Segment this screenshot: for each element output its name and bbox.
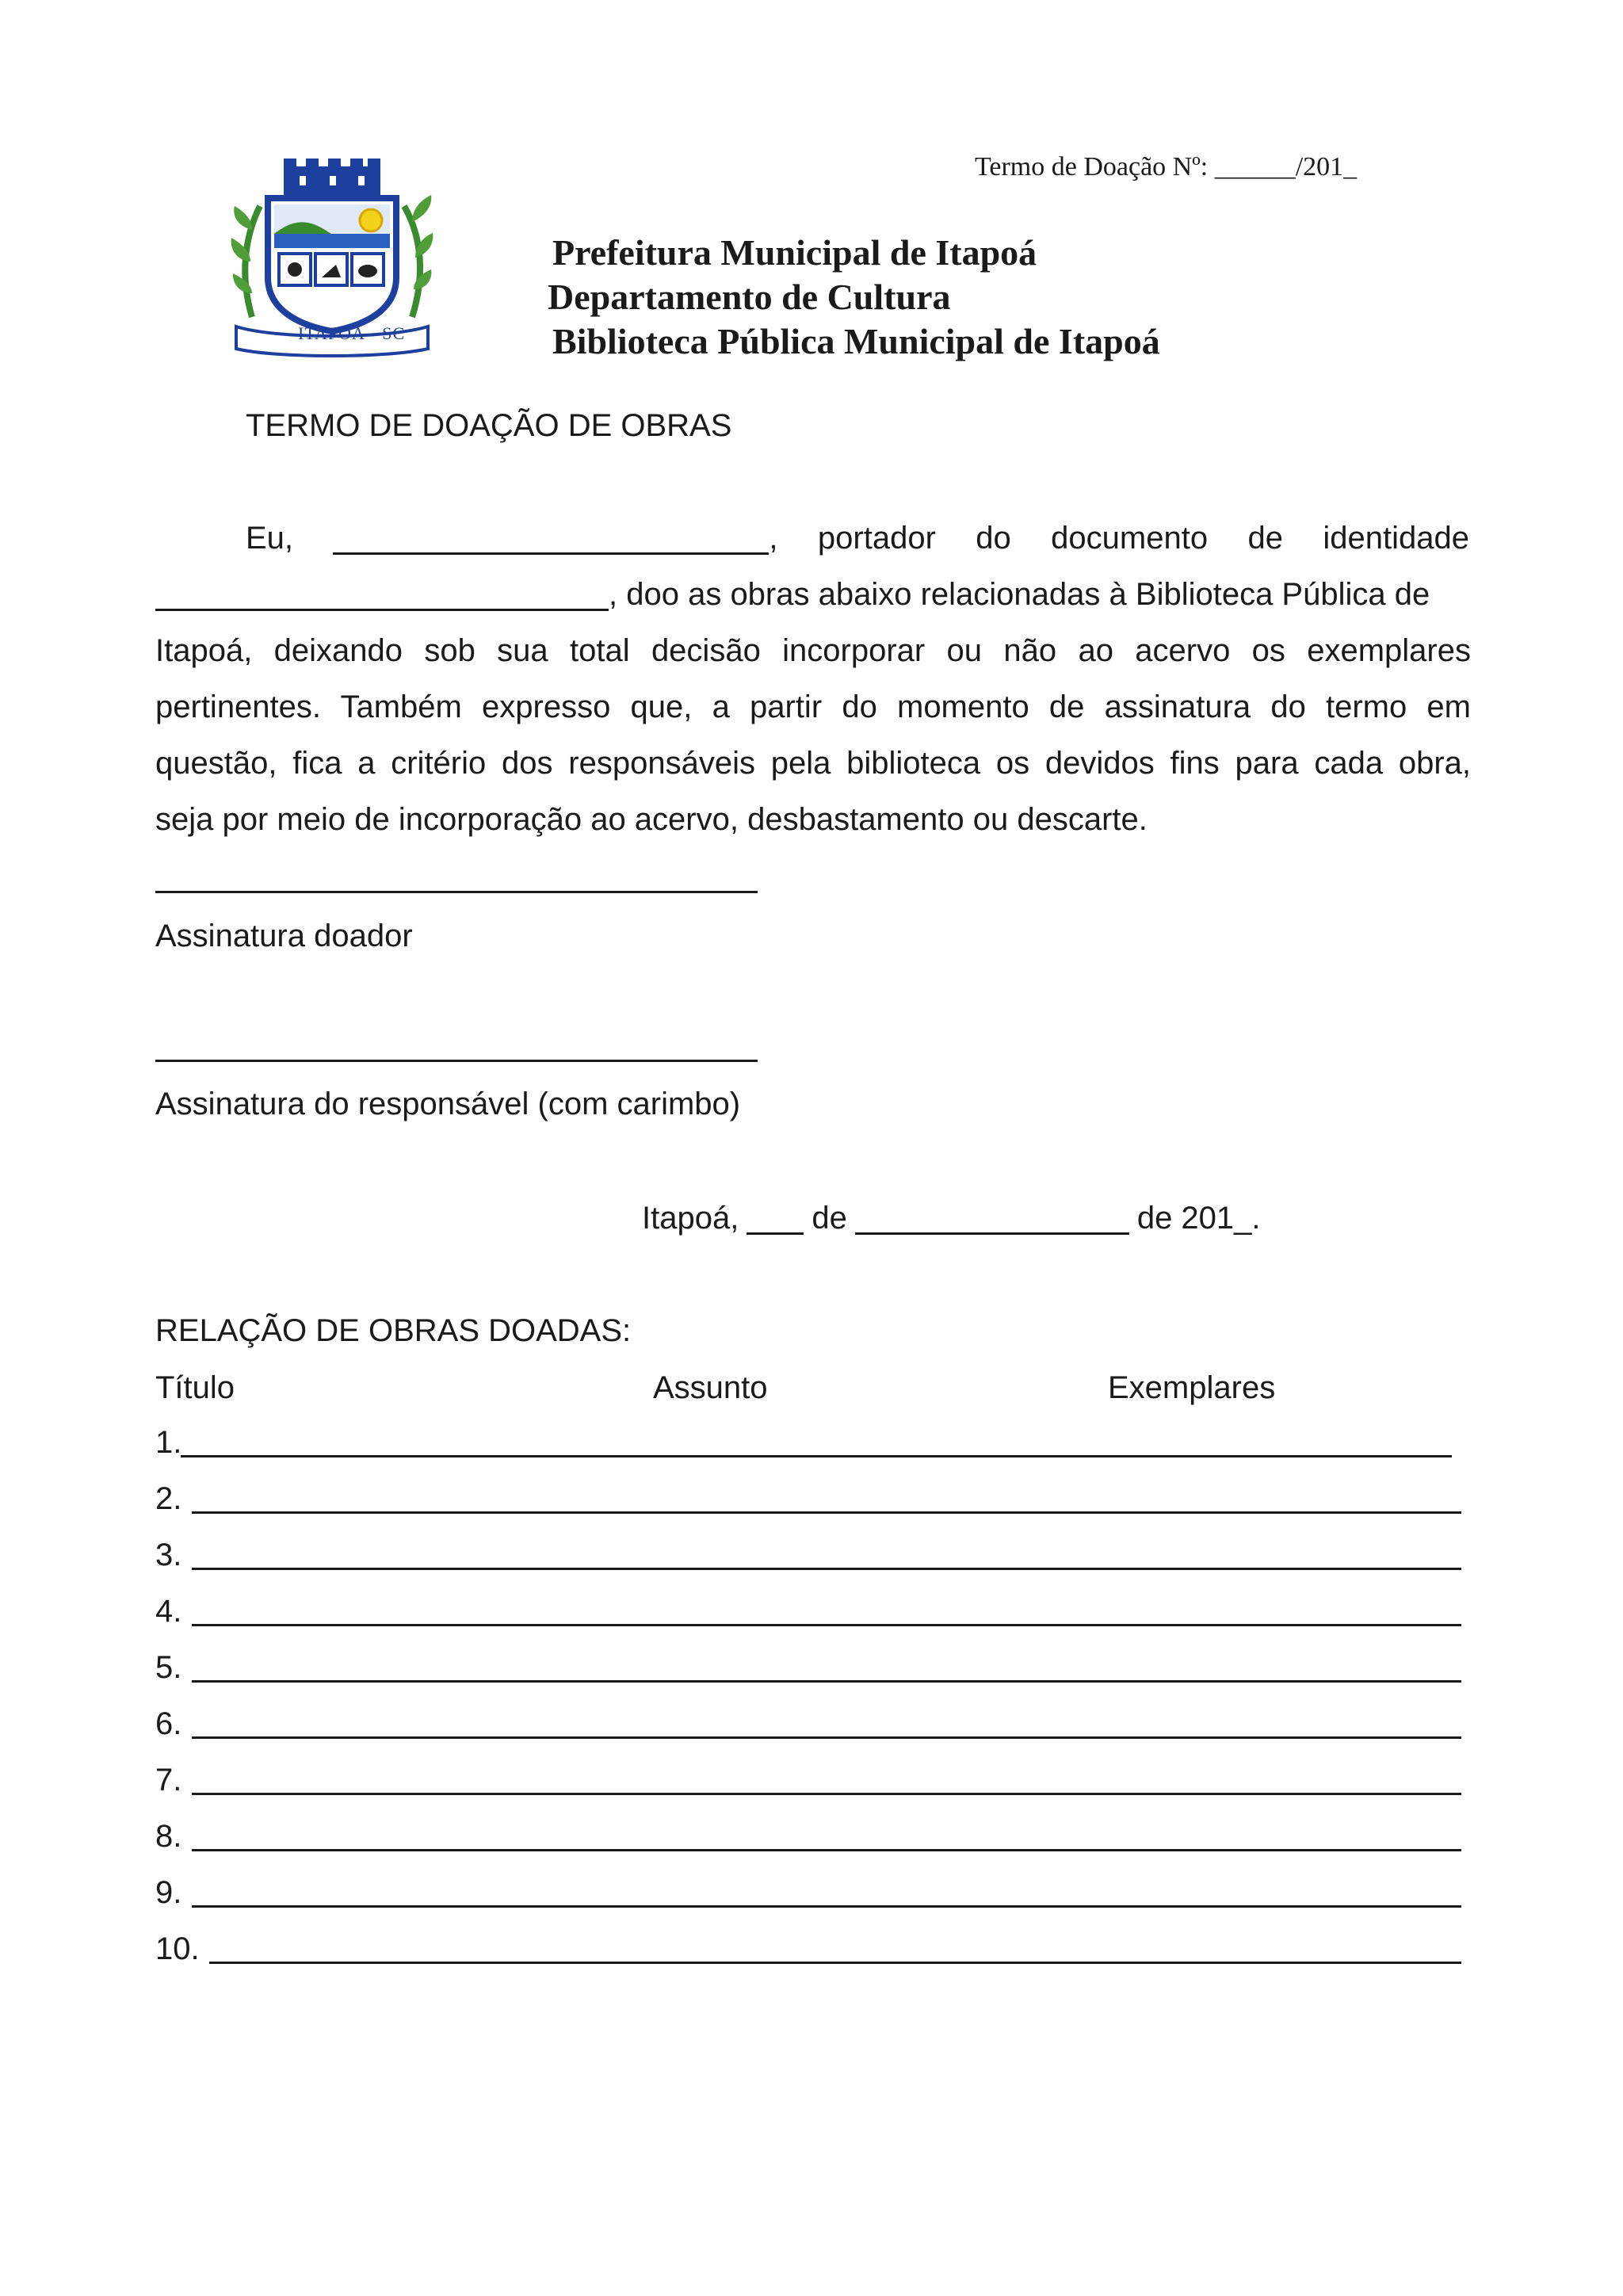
paragraph-line-6: seja por meio de incorporação ao acervo, desbastamento ou descarte. [155, 802, 1148, 837]
item-number: 2. [155, 1481, 182, 1516]
donor-signature-label: Assinatura doador [155, 919, 413, 953]
date-de-2: de 201_. [1136, 1201, 1261, 1236]
paragraph-line-4: pertinentes. Também expresso que, a partir do momento de assinatura do termo em [155, 690, 1471, 724]
item-entry-line[interactable] [192, 1511, 1461, 1514]
works-heading: RELAÇÃO DE OBRAS DOADAS: [155, 1313, 632, 1348]
day-field[interactable] [747, 1232, 804, 1235]
item-entry-line[interactable] [192, 1568, 1461, 1570]
document-title: TERMO DE DOAÇÃO DE OBRAS [246, 408, 732, 443]
item-entry-line[interactable] [192, 1849, 1461, 1851]
item-entry-line[interactable] [192, 1905, 1461, 1908]
item-entry-line[interactable] [192, 1680, 1461, 1683]
column-exemplares: Exemplares [1108, 1370, 1276, 1405]
column-titulo: Título [155, 1370, 235, 1405]
item-number: 1. [155, 1425, 182, 1460]
donor-signature-line[interactable] [155, 891, 758, 893]
word-do: do [976, 521, 1011, 556]
term-number-label: Termo de Doação Nº: ______/201_ [975, 152, 1358, 181]
item-number: 9. [155, 1875, 182, 1910]
item-number: 4. [155, 1594, 182, 1629]
name-field-group [333, 522, 777, 554]
word-portador: portador [817, 521, 936, 556]
comma: , [769, 521, 778, 556]
item-number: 7. [155, 1763, 182, 1797]
item-number: 6. [155, 1706, 182, 1741]
item-number: 5. [155, 1650, 182, 1685]
paragraph-line-3: Itapoá, deixando sob sua total decisão incorporar ou não ao acervo os exemplares [155, 633, 1471, 668]
item-number: 10. [155, 1931, 200, 1966]
list-item [155, 1820, 1474, 1852]
paragraph-line-2-text: , doo as obras abaixo relacionadas à Biblioteca Pública de [609, 577, 1430, 612]
item-entry-line[interactable] [181, 1455, 1452, 1457]
list-item [155, 1483, 1474, 1515]
item-number: 3. [155, 1538, 182, 1572]
crest-banner-text: ITAPOÁ - SC [298, 323, 406, 343]
word-identidade: identidade [1323, 521, 1469, 556]
list-item [155, 1877, 1474, 1908]
header-prefeitura: Prefeitura Municipal de Itapoá [552, 232, 1037, 273]
list-item [155, 1427, 1474, 1458]
item-entry-line[interactable] [192, 1793, 1461, 1795]
list-item [155, 1708, 1474, 1740]
paragraph-line-1 [246, 522, 1469, 554]
identity-document-field[interactable] [155, 609, 609, 611]
word-eu: Eu, [246, 521, 294, 556]
list-item [155, 1933, 1474, 1965]
list-item [155, 1764, 1474, 1796]
word-documento: documento [1051, 521, 1209, 556]
header-departamento: Departamento de Cultura [548, 277, 951, 317]
column-assunto: Assunto [653, 1370, 768, 1405]
item-entry-line[interactable] [192, 1736, 1461, 1739]
date-line [642, 1202, 1261, 1234]
municipal-crest [228, 159, 436, 358]
item-entry-line[interactable] [192, 1624, 1461, 1626]
month-field[interactable] [855, 1232, 1129, 1235]
paragraph-line-2 [155, 579, 1471, 610]
list-item [155, 1652, 1474, 1683]
responsible-signature-label: Assinatura do responsável (com carimbo) [155, 1087, 741, 1121]
date-de-1: de [812, 1201, 847, 1236]
item-entry-line[interactable] [209, 1962, 1461, 1964]
donor-name-field[interactable] [333, 552, 769, 555]
paragraph-line-5: questão, fica a critério dos responsáveis pela biblioteca os devidos fins para cada obra, [155, 746, 1471, 781]
item-number: 8. [155, 1819, 182, 1854]
list-item [155, 1539, 1474, 1571]
date-city: Itapoá, [642, 1201, 739, 1236]
responsible-signature-line[interactable] [155, 1060, 758, 1062]
word-de: de [1247, 521, 1283, 556]
list-item [155, 1595, 1474, 1627]
header-biblioteca: Biblioteca Pública Municipal de Itapoá [552, 321, 1160, 361]
